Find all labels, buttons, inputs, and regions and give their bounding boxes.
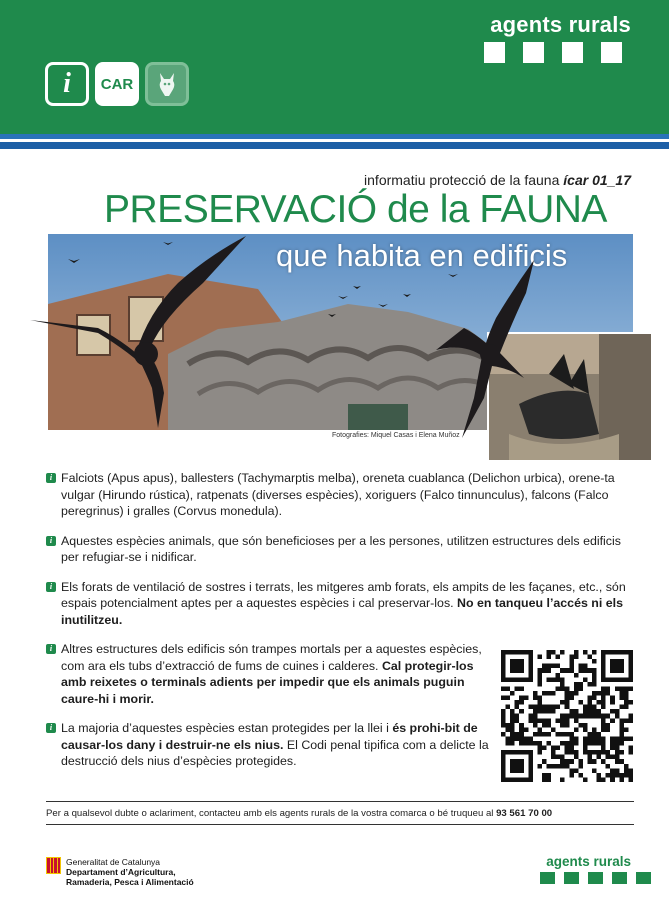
swift-silhouette-right bbox=[434, 258, 544, 440]
brand-squares bbox=[484, 42, 622, 63]
info-bullet-icon: i bbox=[46, 582, 56, 592]
document-subtitle: informatiu protecció de la fauna ícar 01_17 bbox=[364, 172, 631, 188]
footer-brand: agents rurals bbox=[546, 854, 631, 869]
page-title: PRESERVACIÓ de la FAUNA bbox=[104, 188, 607, 231]
divider bbox=[46, 824, 634, 825]
divider bbox=[46, 801, 634, 802]
contact-line: Per a qualsevol dubte o aclariment, contacteu amb els agents rurals de la vostra comarca o bé truqueu al 93 561 70 00 bbox=[46, 808, 553, 819]
footer-brand-squares bbox=[540, 872, 651, 884]
info-icon: i bbox=[45, 62, 89, 106]
list-item: i Els forats de ventilació de sostres i terrats, les mitgeres amb forats, els ampits de les façanes, etc., són espais potencialment aptes per a aquestes espècies i cal preservar-los. No en tanqueu l’accés ni els inutilitzeu. bbox=[46, 579, 634, 629]
brand-title: agents rurals bbox=[490, 12, 631, 37]
list-item: i La majoria d’aquestes espècies estan protegides per la llei i és prohi-bit de causar-los dany i destruir-ne els nius. El Codi penal tipifica com a delicte la destrucció dels nius d’espècies protegides. bbox=[46, 720, 501, 770]
header-logos bbox=[45, 62, 189, 106]
department-line-1: Departament d’Agricultura, bbox=[66, 867, 176, 877]
swift-silhouette-left bbox=[28, 228, 288, 438]
header-stripe-top bbox=[0, 134, 669, 139]
info-bullet-icon: i bbox=[46, 473, 56, 483]
department-line-2: Ramaderia, Pesca i Alimentació bbox=[66, 877, 194, 887]
photo-credit: Fotografies: Miquel Casas i Elena Muñoz bbox=[332, 432, 460, 439]
header-stripe-bottom bbox=[0, 142, 669, 149]
senyera-icon bbox=[46, 857, 61, 874]
info-bullet-icon: i bbox=[46, 536, 56, 546]
photo-overlay-title: que habita en edificis bbox=[276, 238, 568, 273]
list-item: i Altres estructures dels edificis són trampes mortals per a aquestes espècies, com ara els tubs d’extracció de fums de cuines i calderes. Cal protegir-los amb reixetes o terminals adients per impedir que els animals puguin caure-hi i morir. bbox=[46, 641, 501, 707]
car-logo: CAR bbox=[95, 62, 139, 106]
list-item: i Aquestes espècies animals, que són beneficioses per a les persones, utilitzen estructures dels edificis per refugiar-se i nidificar. bbox=[46, 533, 634, 566]
gencat-name: Generalitat de Catalunya bbox=[66, 857, 161, 867]
animal-head-icon bbox=[145, 62, 189, 106]
list-item: i Falciots (Apus apus), ballesters (Tachymarptis melba), oreneta cuablanca (Delichon urbica), orene-ta vulgar (Hirundo rústica), ratpenats (diverses espècies), xoriguers (Falco tinnunculus), falcons (Falco peregrinus) i gralles (Corvus monedula). bbox=[46, 470, 634, 520]
info-bullet-icon: i bbox=[46, 644, 56, 654]
header-bar bbox=[0, 0, 669, 134]
info-bullet-icon: i bbox=[46, 723, 56, 733]
qr-code[interactable] bbox=[501, 650, 633, 782]
generalitat-logo bbox=[46, 857, 194, 887]
